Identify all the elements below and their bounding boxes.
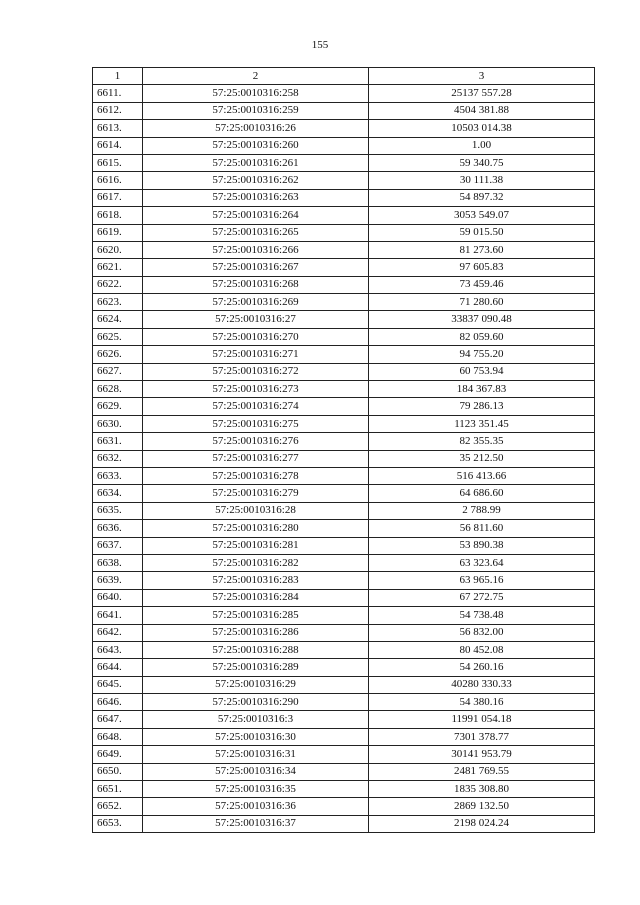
row-number-cell: 6614.: [93, 137, 143, 154]
value-cell: 2 788.99: [369, 502, 595, 519]
value-cell: 63 965.16: [369, 572, 595, 589]
table-row: [93, 311, 595, 328]
table-row: [93, 415, 595, 432]
table-row: [93, 641, 595, 658]
table-row: [93, 363, 595, 380]
cadastral-number-cell: 57:25:0010316:3: [143, 711, 369, 728]
table-row: [93, 694, 595, 711]
value-cell: 81 273.60: [369, 241, 595, 258]
table-row: [93, 815, 595, 832]
table-row: [93, 467, 595, 484]
cadastral-number-cell: 57:25:0010316:26: [143, 120, 369, 137]
value-cell: 40280 330.33: [369, 676, 595, 693]
value-cell: 67 272.75: [369, 589, 595, 606]
row-number-cell: 6647.: [93, 711, 143, 728]
value-cell: 80 452.08: [369, 641, 595, 658]
cadastral-number-cell: 57:25:0010316:27: [143, 311, 369, 328]
row-number-cell: 6639.: [93, 572, 143, 589]
table-row: [93, 763, 595, 780]
value-cell: 1.00: [369, 137, 595, 154]
table-row: [93, 276, 595, 293]
table-row: [93, 207, 595, 224]
table-row: [93, 589, 595, 606]
value-cell: 53 890.38: [369, 537, 595, 554]
cadastral-number-cell: 57:25:0010316:262: [143, 172, 369, 189]
cadastral-number-cell: 57:25:0010316:267: [143, 259, 369, 276]
cadastral-number-cell: 57:25:0010316:264: [143, 207, 369, 224]
row-number-cell: 6616.: [93, 172, 143, 189]
cadastral-number-cell: 57:25:0010316:288: [143, 641, 369, 658]
cadastral-number-cell: 57:25:0010316:271: [143, 346, 369, 363]
table-header-row: [93, 68, 595, 85]
cadastral-number-cell: 57:25:0010316:28: [143, 502, 369, 519]
row-number-cell: 6619.: [93, 224, 143, 241]
row-number-cell: 6649.: [93, 746, 143, 763]
row-number-cell: 6615.: [93, 154, 143, 171]
table-row: [93, 102, 595, 119]
cadastral-number-cell: 57:25:0010316:274: [143, 398, 369, 415]
cadastral-number-cell: 57:25:0010316:31: [143, 746, 369, 763]
cadastral-number-cell: 57:25:0010316:272: [143, 363, 369, 380]
cadastral-number-cell: 57:25:0010316:29: [143, 676, 369, 693]
cadastral-number-cell: 57:25:0010316:258: [143, 85, 369, 102]
value-cell: 30 111.38: [369, 172, 595, 189]
cadastral-number-cell: 57:25:0010316:36: [143, 798, 369, 815]
cadastral-number-cell: 57:25:0010316:260: [143, 137, 369, 154]
cadastral-number-cell: 57:25:0010316:277: [143, 450, 369, 467]
row-number-cell: 6611.: [93, 85, 143, 102]
row-number-cell: 6630.: [93, 415, 143, 432]
value-cell: 2198 024.24: [369, 815, 595, 832]
value-cell: 54 738.48: [369, 607, 595, 624]
row-number-cell: 6618.: [93, 207, 143, 224]
row-number-cell: 6624.: [93, 311, 143, 328]
value-cell: 35 212.50: [369, 450, 595, 467]
row-number-cell: 6635.: [93, 502, 143, 519]
value-cell: 4504 381.88: [369, 102, 595, 119]
row-number-cell: 6627.: [93, 363, 143, 380]
table-row: [93, 120, 595, 137]
row-number-cell: 6651.: [93, 781, 143, 798]
cadastral-number-cell: 57:25:0010316:276: [143, 433, 369, 450]
row-number-cell: 6633.: [93, 467, 143, 484]
row-number-cell: 6640.: [93, 589, 143, 606]
table-row: [93, 485, 595, 502]
row-number-cell: 6653.: [93, 815, 143, 832]
cadastral-number-cell: 57:25:0010316:283: [143, 572, 369, 589]
row-number-cell: 6629.: [93, 398, 143, 415]
table-row: [93, 450, 595, 467]
table-row: [93, 189, 595, 206]
row-number-cell: 6648.: [93, 728, 143, 745]
row-number-cell: 6617.: [93, 189, 143, 206]
table-row: [93, 259, 595, 276]
value-cell: 2869 132.50: [369, 798, 595, 815]
table-row: [93, 746, 595, 763]
row-number-cell: 6620.: [93, 241, 143, 258]
table-row: [93, 537, 595, 554]
cadastral-number-cell: 57:25:0010316:35: [143, 781, 369, 798]
cadastral-number-cell: 57:25:0010316:265: [143, 224, 369, 241]
table-row: [93, 798, 595, 815]
table-row: [93, 172, 595, 189]
row-number-cell: 6625.: [93, 328, 143, 345]
table-body: [93, 85, 595, 833]
table-row: [93, 624, 595, 641]
value-cell: 54 260.16: [369, 659, 595, 676]
cadastral-number-cell: 57:25:0010316:259: [143, 102, 369, 119]
table-row: [93, 381, 595, 398]
value-cell: 63 323.64: [369, 554, 595, 571]
table-row: [93, 676, 595, 693]
value-cell: 30141 953.79: [369, 746, 595, 763]
value-cell: 56 811.60: [369, 520, 595, 537]
table-row: [93, 711, 595, 728]
cadastral-number-cell: 57:25:0010316:289: [143, 659, 369, 676]
cadastral-number-cell: 57:25:0010316:261: [143, 154, 369, 171]
row-number-cell: 6626.: [93, 346, 143, 363]
value-cell: 516 413.66: [369, 467, 595, 484]
row-number-cell: 6632.: [93, 450, 143, 467]
column-header-cadastral-number: 2: [143, 68, 369, 85]
value-cell: 184 367.83: [369, 381, 595, 398]
row-number-cell: 6641.: [93, 607, 143, 624]
value-cell: 97 605.83: [369, 259, 595, 276]
row-number-cell: 6643.: [93, 641, 143, 658]
row-number-cell: 6622.: [93, 276, 143, 293]
row-number-cell: 6646.: [93, 694, 143, 711]
value-cell: 54 897.32: [369, 189, 595, 206]
row-number-cell: 6652.: [93, 798, 143, 815]
table-row: [93, 572, 595, 589]
value-cell: 79 286.13: [369, 398, 595, 415]
table-row: [93, 728, 595, 745]
value-cell: 11991 054.18: [369, 711, 595, 728]
table-row: [93, 294, 595, 311]
row-number-cell: 6612.: [93, 102, 143, 119]
cadastral-number-cell: 57:25:0010316:30: [143, 728, 369, 745]
cadastral-number-cell: 57:25:0010316:281: [143, 537, 369, 554]
table-row: [93, 154, 595, 171]
value-cell: 73 459.46: [369, 276, 595, 293]
table-row: [93, 398, 595, 415]
column-header-value: 3: [369, 68, 595, 85]
row-number-cell: 6642.: [93, 624, 143, 641]
row-number-cell: 6645.: [93, 676, 143, 693]
value-cell: 71 280.60: [369, 294, 595, 311]
table-row: [93, 328, 595, 345]
table-row: [93, 554, 595, 571]
row-number-cell: 6634.: [93, 485, 143, 502]
value-cell: 94 755.20: [369, 346, 595, 363]
cadastral-number-cell: 57:25:0010316:266: [143, 241, 369, 258]
cadastral-number-cell: 57:25:0010316:269: [143, 294, 369, 311]
table-row: [93, 433, 595, 450]
cadastral-number-cell: 57:25:0010316:273: [143, 381, 369, 398]
value-cell: 1123 351.45: [369, 415, 595, 432]
table-row: [93, 607, 595, 624]
value-cell: 64 686.60: [369, 485, 595, 502]
value-cell: 56 832.00: [369, 624, 595, 641]
cadastral-number-cell: 57:25:0010316:268: [143, 276, 369, 293]
cadastral-number-cell: 57:25:0010316:263: [143, 189, 369, 206]
cadastral-number-cell: 57:25:0010316:282: [143, 554, 369, 571]
table-row: [93, 346, 595, 363]
row-number-cell: 6631.: [93, 433, 143, 450]
cadastral-number-cell: 57:25:0010316:37: [143, 815, 369, 832]
value-cell: 10503 014.38: [369, 120, 595, 137]
value-cell: 7301 378.77: [369, 728, 595, 745]
cadastral-number-cell: 57:25:0010316:278: [143, 467, 369, 484]
table-row: [93, 85, 595, 102]
value-cell: 59 340.75: [369, 154, 595, 171]
page-number: 155: [311, 39, 329, 51]
cadastral-number-cell: 57:25:0010316:270: [143, 328, 369, 345]
row-number-cell: 6637.: [93, 537, 143, 554]
table-row: [93, 137, 595, 154]
value-cell: 82 355.35: [369, 433, 595, 450]
value-cell: 59 015.50: [369, 224, 595, 241]
value-cell: 54 380.16: [369, 694, 595, 711]
value-cell: 1835 308.80: [369, 781, 595, 798]
table-row: [93, 224, 595, 241]
cadastral-number-cell: 57:25:0010316:286: [143, 624, 369, 641]
row-number-cell: 6644.: [93, 659, 143, 676]
cadastral-number-cell: 57:25:0010316:290: [143, 694, 369, 711]
value-cell: 3053 549.07: [369, 207, 595, 224]
registry-table: [92, 67, 595, 833]
table-row: [93, 781, 595, 798]
table-row: [93, 241, 595, 258]
cadastral-number-cell: 57:25:0010316:275: [143, 415, 369, 432]
column-header-number: 1: [93, 68, 143, 85]
value-cell: 33837 090.48: [369, 311, 595, 328]
row-number-cell: 6638.: [93, 554, 143, 571]
row-number-cell: 6650.: [93, 763, 143, 780]
table-row: [93, 659, 595, 676]
cadastral-number-cell: 57:25:0010316:279: [143, 485, 369, 502]
row-number-cell: 6636.: [93, 520, 143, 537]
row-number-cell: 6623.: [93, 294, 143, 311]
value-cell: 2481 769.55: [369, 763, 595, 780]
cadastral-number-cell: 57:25:0010316:285: [143, 607, 369, 624]
table-row: [93, 502, 595, 519]
cadastral-number-cell: 57:25:0010316:34: [143, 763, 369, 780]
cadastral-number-cell: 57:25:0010316:284: [143, 589, 369, 606]
value-cell: 25137 557.28: [369, 85, 595, 102]
table-row: [93, 520, 595, 537]
row-number-cell: 6628.: [93, 381, 143, 398]
cadastral-number-cell: 57:25:0010316:280: [143, 520, 369, 537]
value-cell: 82 059.60: [369, 328, 595, 345]
value-cell: 60 753.94: [369, 363, 595, 380]
row-number-cell: 6613.: [93, 120, 143, 137]
row-number-cell: 6621.: [93, 259, 143, 276]
